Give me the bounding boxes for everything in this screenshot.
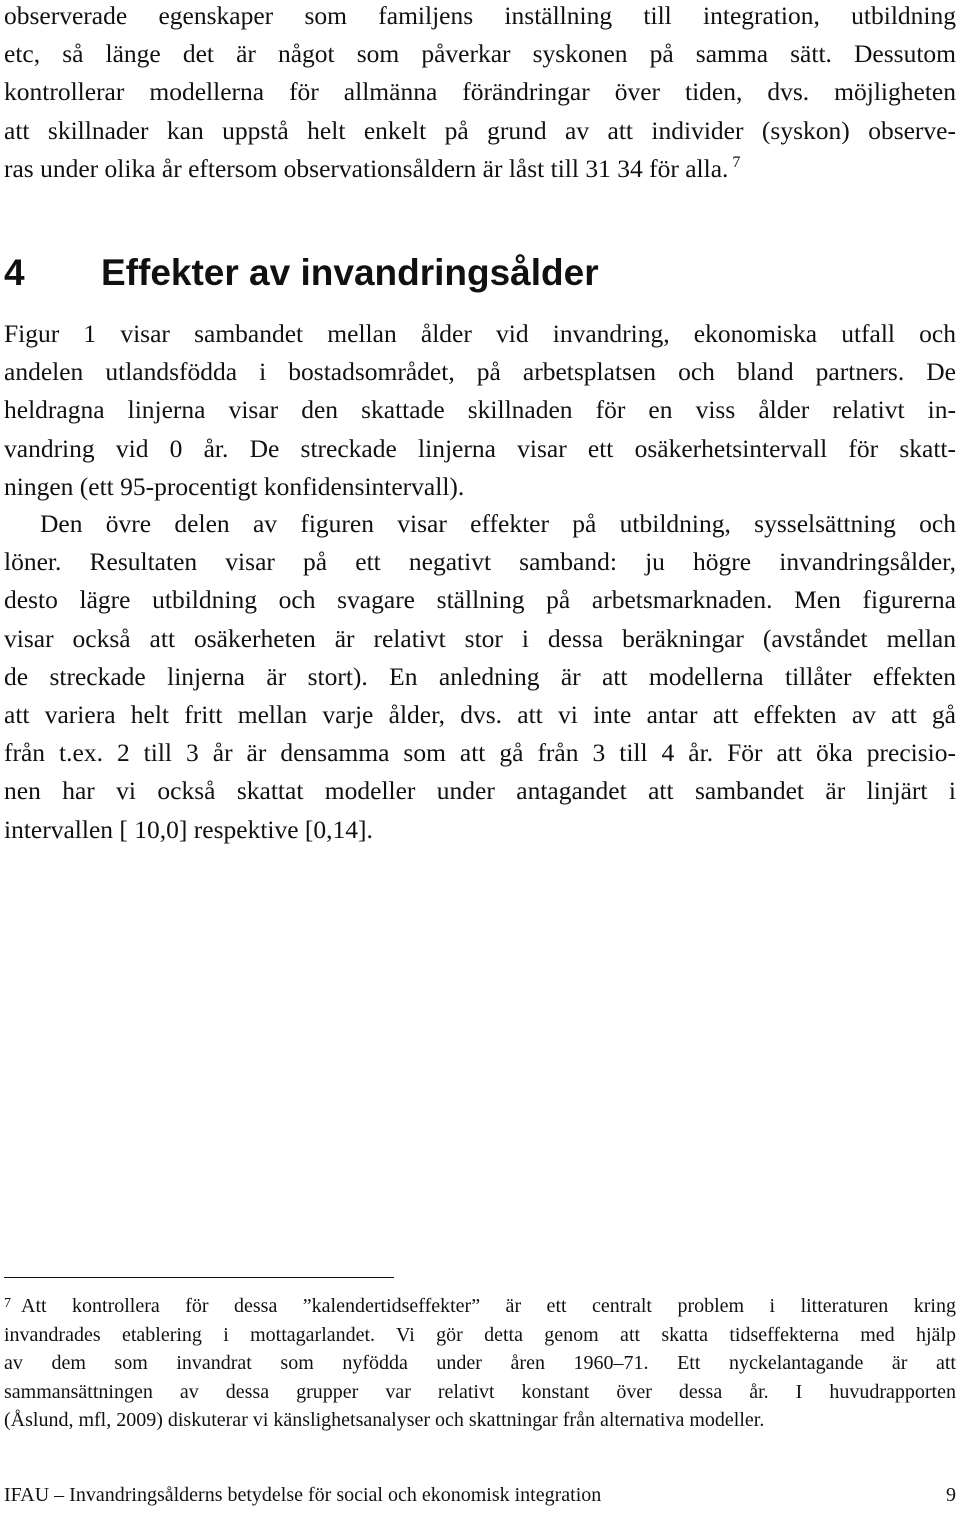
section-title: Effekter av invandringsålder <box>101 252 599 293</box>
text-line: att skillnader kan uppstå helt enkelt på grund av att individer (syskon) observe- <box>4 115 956 145</box>
footnote-separator <box>4 1277 394 1278</box>
footnote-line-last: (Åslund, mfl, 2009) diskuterar vi känslighetsanalyser och skattningar från alternativa modeller. <box>4 1409 765 1431</box>
section-number: 4 <box>4 252 25 293</box>
text-line: från t.ex. 2 till 3 år är densamma som att gå från 3 till 4 år. För att öka precisio- <box>4 738 956 768</box>
text-line-last: intervallen [ 10,0] respektive [0,14]. <box>4 814 373 844</box>
footnote-line: av dem som invandrat som nyfödda under åren 1960–71. Ett nyckelantagande är att <box>4 1352 956 1374</box>
text-line: nen har vi också skattat modeller under antagandet att sambandet är linjärt i <box>4 776 956 806</box>
text-line-content: ras under olika år eftersom observationsåldern är låst till 31 34 för alla. <box>4 153 729 183</box>
text-line: Figur 1 visar sambandet mellan ålder vid invandring, ekonomiska utfall och <box>4 319 956 348</box>
text-line: de streckade linjerna är stort). En anledning är att modellerna tillåter effekten <box>4 661 956 691</box>
text-line: etc, så länge det är något som påverkar syskonen på samma sätt. Dessutom <box>4 39 956 69</box>
text-line-indented: Den övre delen av figuren visar effekter på utbildning, sysselsättning och <box>40 509 956 538</box>
section-heading <box>4 248 599 298</box>
text-line: vandring vid 0 år. De streckade linjerna visar ett osäkerhetsintervall för skatt- <box>4 433 956 463</box>
footnote-line <box>4 1292 956 1321</box>
page-number: 9 <box>946 1484 956 1506</box>
footnote-number: 7 <box>4 1296 11 1311</box>
text-line: kontrollerar modellerna för allmänna förändringar över tiden, dvs. möjligheten <box>4 77 956 107</box>
text-line: heldragna linjerna visar den skattade skillnaden för en viss ålder relativt in- <box>4 395 956 425</box>
text-line-last <box>4 150 956 188</box>
text-line: löner. Resultaten visar på ett negativt samband: ju högre invandringsålder, <box>4 547 956 577</box>
paragraph-figure-description <box>4 315 956 506</box>
text-line: desto lägre utbildning och svagare ställning på arbetsmarknaden. Men figurerna <box>4 585 956 615</box>
footnote-reference[interactable]: 7 <box>732 153 741 171</box>
page-footer <box>4 1481 956 1509</box>
footnote-line: invandrades etablering i mottagarlandet. Vi gör detta genom att skatta tidseffekterna med hjälp <box>4 1323 956 1346</box>
text-line: visar också att osäkerheten är relativt stor i dessa beräkningar (avståndet mellan <box>4 623 956 653</box>
paragraph-results <box>4 505 956 849</box>
footnote <box>4 1292 956 1435</box>
text-line: observerade egenskaper som familjens inställning till integration, utbildning <box>4 1 956 30</box>
text-line: andelen utlandsfödda i bostadsområdet, på arbetsplatsen och bland partners. De <box>4 357 956 387</box>
intro-paragraph <box>4 0 956 188</box>
footnote-line: sammansättningen av dessa grupper var relativt konstant över dessa år. I huvudrapporten <box>4 1380 956 1403</box>
text-line-last: ningen (ett 95-procentigt konfidensintervall). <box>4 471 465 501</box>
footnote-line-content: Att kontrollera för dessa ”kalendertidseffekter” är ett centralt problem i litteraturen kring <box>21 1295 956 1317</box>
footer-title: IFAU – Invandringsålderns betydelse för social och ekonomisk integration <box>4 1484 602 1506</box>
text-line: att variera helt fritt mellan varje ålder, dvs. att vi inte antar att effekten av att gå <box>4 700 956 730</box>
